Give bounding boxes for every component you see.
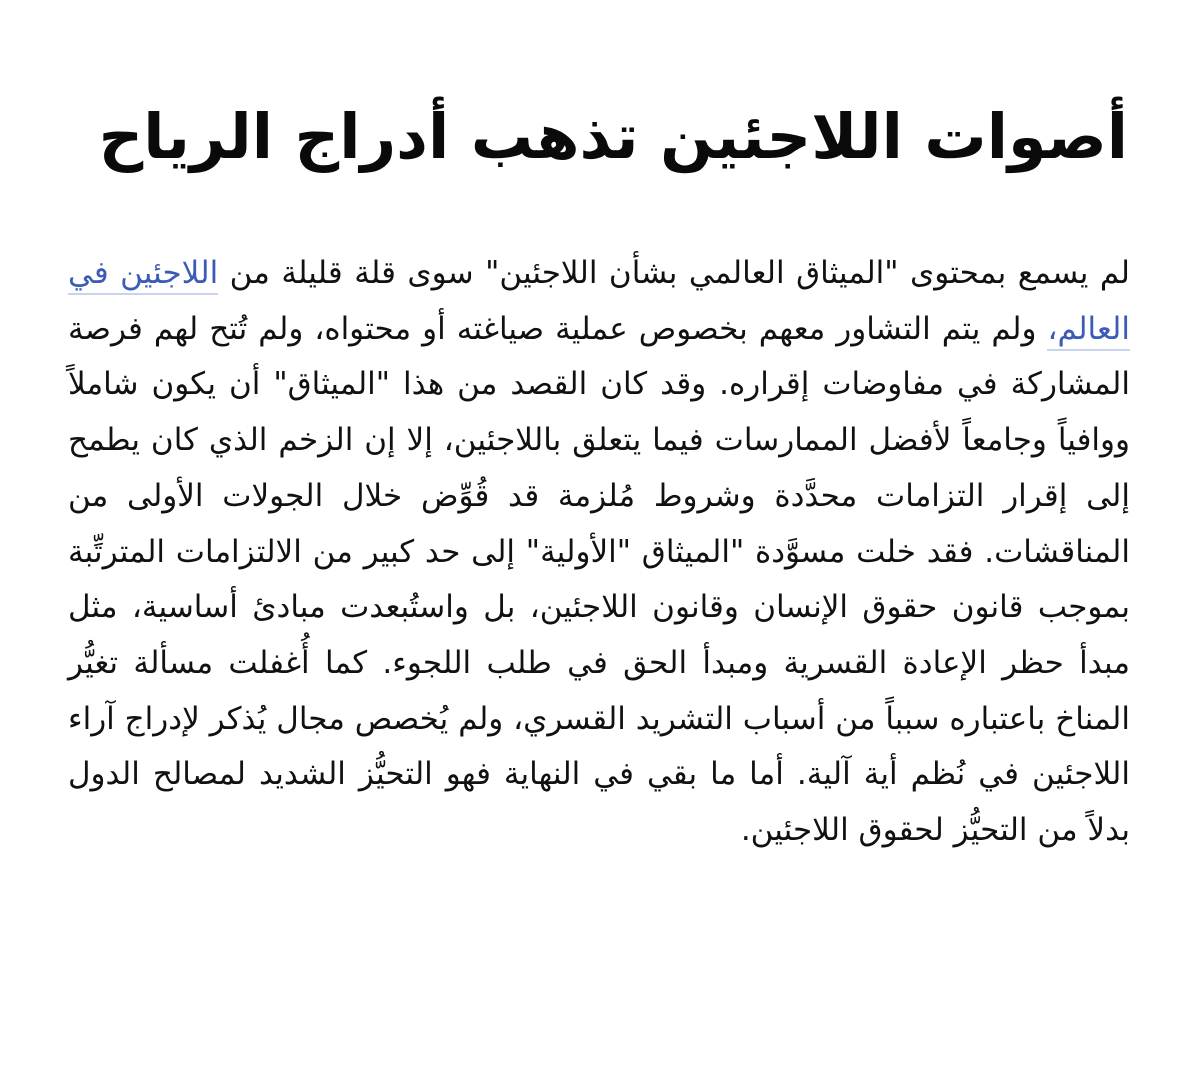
article-body bbox=[68, 246, 1130, 859]
body-text-start: لم يسمع بمحتوى "الميثاق العالمي بشأن اللاجئين" سوى قلة قليلة من bbox=[218, 255, 1130, 291]
refugees-link[interactable]: اللاجئين في العالم، bbox=[68, 255, 1130, 351]
body-text-rest: ولم يتم التشاور معهم بخصوص عملية صياغته أو محتواه، ولم تُتح لهم فرصة المشاركة في مفاوضات إقراره. وقد كان القصد من هذا "الميثاق" أن يكون شاملاً ووافياً وجامعاً لأفضل الممارسات فيما يتعلق باللاجئين، إلا إن الزخم الذي كان يطمح إلى إقرار التزامات محدَّدة وشروط مُلزمة قد قُوِّض خلال الجولات الأولى من المناقشات. فقد خلت مسوَّدة "الميثاق "الأولية" إلى حد كبير من الالتزامات المترتِّبة بموجب قانون حقوق الإنسان وقانون اللاجئين، بل واستُبعدت مبادئ أساسية، مثل مبدأ حظر الإعادة القسرية ومبدأ الحق في طلب اللجوء. كما أُغفلت مسألة تغيُّر المناخ باعتباره سبباً من أسباب التشريد القسري، ولم يُخصص مجال يُذكر لإدراج آراء اللاجئين في نُظم أية آلية. أما ما بقي في النهاية فهو التحيُّز الشديد لمصالح الدول بدلاً من التحيُّز لحقوق اللاجئين. bbox=[68, 310, 1130, 849]
article-title: أصوات اللاجئين تذهب أدراج الرياح bbox=[98, 100, 1128, 173]
